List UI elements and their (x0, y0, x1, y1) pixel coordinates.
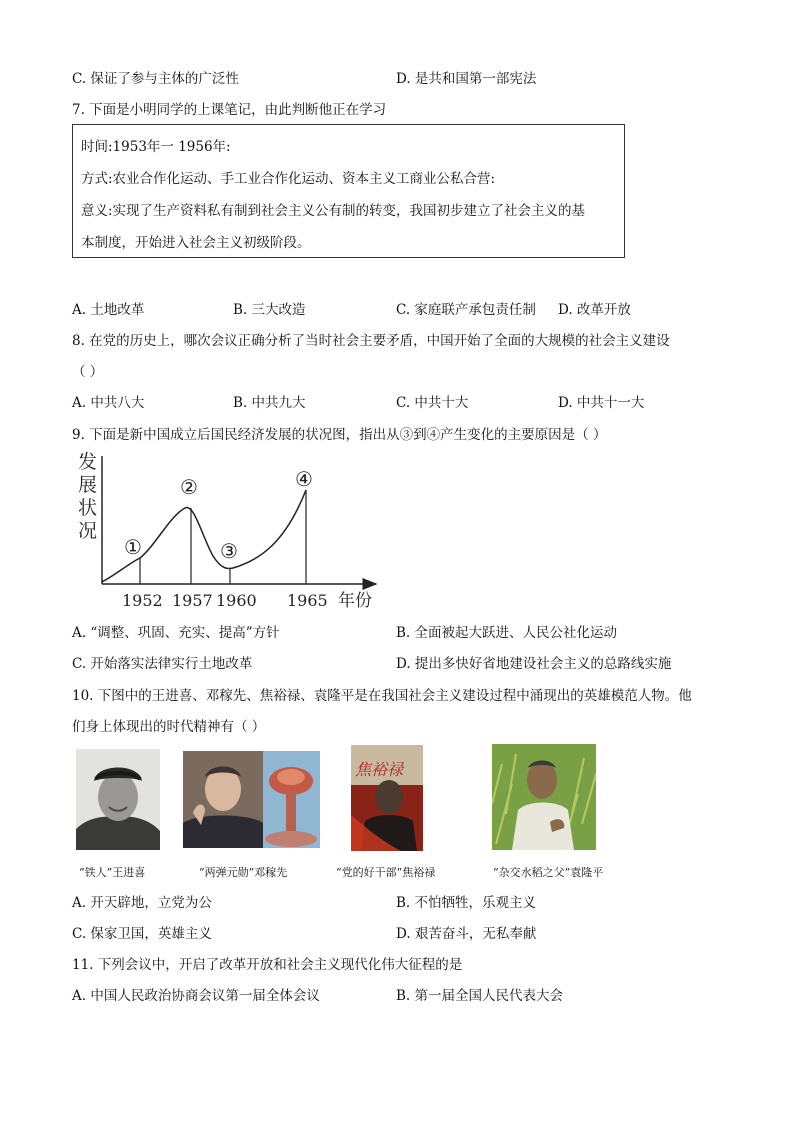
x-tick-label: 1965 (287, 591, 328, 610)
q7-note-line: 本制度，开始进入社会主义初级阶段。 (81, 235, 311, 251)
caption-wang-jinxi: “铁人”王进喜 (79, 866, 146, 879)
y-axis-label (78, 451, 97, 542)
q7-note-line: 意义:实现了生产资料私有制到社会主义公有制的转变，我国初步建立了社会主义的基 (81, 203, 586, 219)
q7-note-line: 时间:1953年一 1956年: (81, 139, 231, 155)
svg-text:发展状况 (78, 451, 97, 542)
q11-stem: 11. 下列会议中，开启了改革开放和社会主义现代化伟大征程的是 (72, 957, 463, 973)
q8-stem: 8. 在党的历史上，哪次会议正确分析了当时社会主要矛盾，中国开始了全面的大规模的社会主义建设 (72, 333, 670, 349)
q7-option-d: D. 改革开放 (558, 302, 631, 318)
caption-yuan-longping: “杂交水稻之父”袁隆平 (493, 866, 604, 879)
q10-option-a: A. 开天辟地，立党为公 (72, 895, 212, 911)
q7-option-a: A. 土地改革 (72, 302, 145, 318)
q8-answer-paren: （ ） (72, 364, 104, 380)
q10-stem-line2: 们身上体现出的时代精神有（ ） (72, 719, 266, 735)
q7-stem: 7. 下面是小明同学的上课笔记，由此判断他正在学习 (72, 102, 387, 118)
q11-option-b: B. 第一届全国人民代表大会 (396, 988, 564, 1004)
q7-option-b: B. 三大改造 (233, 302, 306, 318)
q7-note-box (72, 124, 625, 258)
x-tick-label: 1960 (216, 591, 257, 610)
q9-option-c: C. 开始落实法律实行土地改革 (72, 656, 253, 672)
photo-yuan-longping (492, 744, 596, 850)
q8-option-d: D. 中共十一大 (558, 395, 645, 411)
q10-option-d: D. 艰苦奋斗，无私奉献 (396, 926, 537, 942)
q7-option-c: C. 家庭联产承包责任制 (396, 302, 536, 318)
photo-wang-jinxi (76, 749, 160, 850)
caption-deng-jiaxian: “两弹元勋”邓稼先 (199, 866, 288, 879)
book-cover-text: 焦裕禄 (355, 760, 404, 779)
q9-option-d: D. 提出多快好省地建设社会主义的总路线实施 (396, 656, 672, 672)
q10-option-b: B. 不怕牺牲，乐观主义 (396, 895, 537, 911)
q6-option-c: C. 保证了参与主体的广泛性 (72, 71, 239, 87)
q8-option-c: C. 中共十大 (396, 395, 469, 411)
q7-note-line: 方式:农业合作化运动、手工业合作化运动、资本主义工商业公私合营: (81, 171, 496, 187)
y-axis-label-char: 况 (78, 520, 98, 542)
q9-option-b: B. 全面被起大跃进、人民公社化运动 (396, 625, 618, 641)
point-label: ① (124, 535, 142, 559)
q10-option-c: C. 保家卫国，英雄主义 (72, 926, 212, 942)
q9-stem: 9. 下面是新中国成立后国民经济发展的状况图，指出从③到④产生变化的主要原因是（ ） (72, 427, 607, 443)
q8-option-b: B. 中共九大 (233, 395, 306, 411)
point-label: ④ (295, 467, 313, 491)
q9-option-a: A. “调整、巩固、充实、提高”方针 (72, 625, 280, 641)
caption-jiao-yulu: “党的好干部”焦裕禄 (336, 866, 436, 879)
x-axis-label: 年份 (338, 591, 372, 611)
q8-option-a: A. 中共八大 (72, 395, 145, 411)
point-label: ② (180, 475, 198, 499)
photo-deng-jiaxian (183, 751, 320, 848)
economy-chart (70, 448, 390, 616)
y-axis-label-char: 展 (78, 474, 98, 496)
y-axis-label-char: 发 (78, 451, 98, 473)
q11-option-a: A. 中国人民政治协商会议第一届全体会议 (72, 988, 320, 1004)
q10-stem-line1: 10. 下图中的王进喜、邓稼先、焦裕禄、袁隆平是在我国社会主义建设过程中涌现出的英雄模范人物。他 (72, 688, 692, 704)
x-tick-label: 1952 (122, 591, 163, 610)
q6-option-d: D. 是共和国第一部宪法 (396, 71, 537, 87)
y-axis-label-char: 状 (78, 497, 98, 519)
x-tick-label: 1957 (172, 591, 213, 610)
point-label: ③ (220, 539, 238, 563)
photo-jiao-yulu (351, 745, 423, 851)
